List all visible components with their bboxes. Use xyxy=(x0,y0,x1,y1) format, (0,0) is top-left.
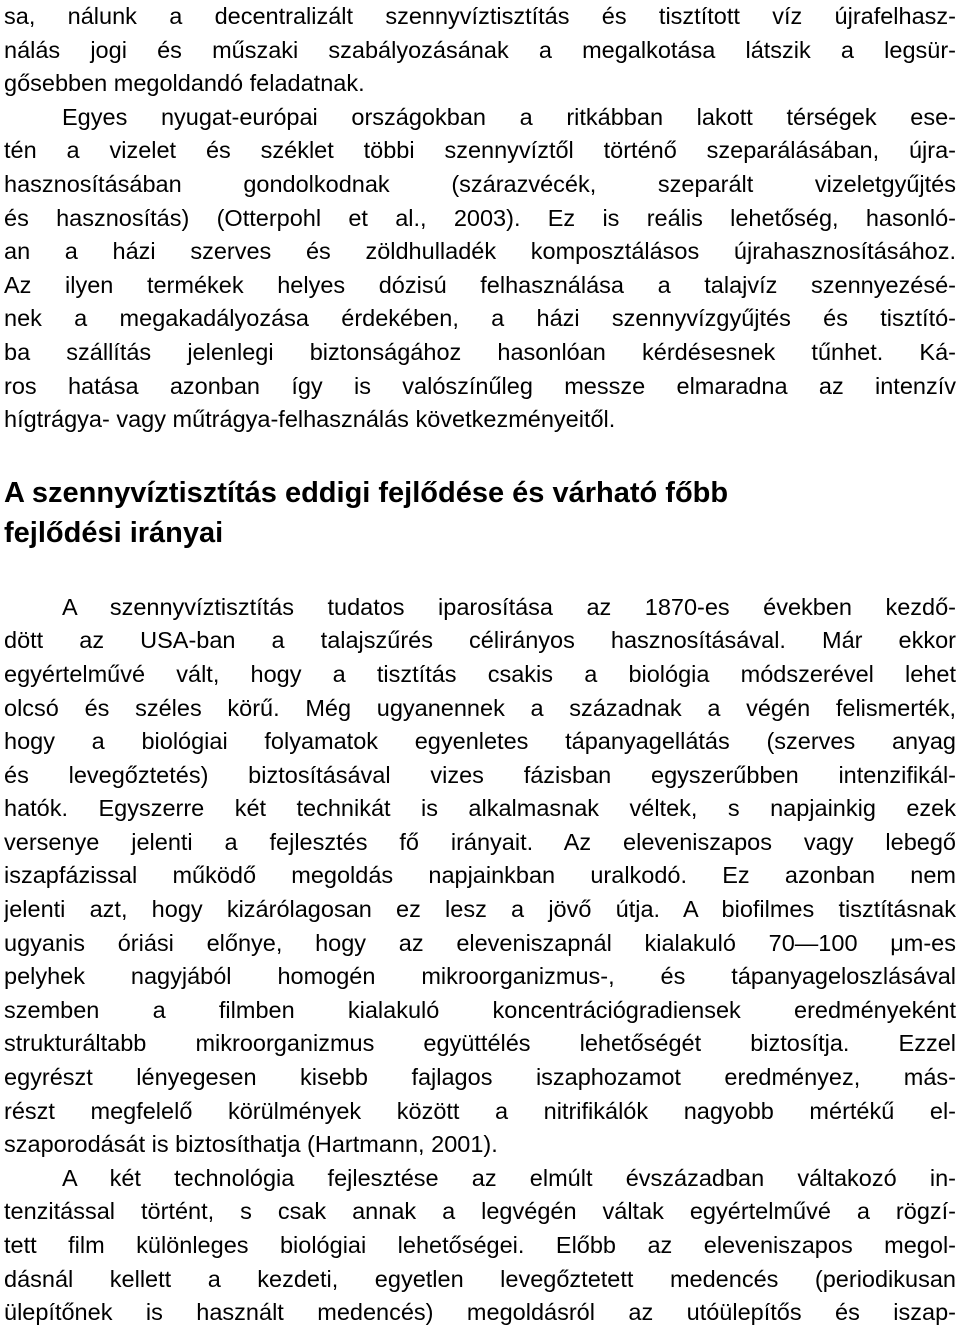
text-line: jelenti azt, hogy kizárólagosan ez lesz a jövő útja. A biofilmes tisztításnak xyxy=(4,896,956,923)
text-line: pelyhek nagyjából homogén mikroorganizmus-, és tápanyageloszlásával xyxy=(4,963,956,990)
text-line: ros hatása azonban így is valószínűleg messze elmaradna az intenzív xyxy=(4,372,956,399)
text-line: hogy a biológiai folyamatok egyenletes tápanyagellátás (szerves anyag xyxy=(4,728,956,755)
text-line: tett film különleges biológiai lehetőségei. Előbb az eleveniszapos megol- xyxy=(4,1232,956,1258)
text-line: nek a megakadályozása érdekében, a házi szennyvízgyűjtés és tisztító- xyxy=(4,305,956,332)
text-line: és levegőztetés) biztosításával vizes fázisban egyszerűbben intenzifikál- xyxy=(4,761,956,788)
paragraph-separation-toilets xyxy=(4,101,956,437)
text-line: Az ilyen termékek helyes dózisú felhasználása a talajvíz szennyezésé- xyxy=(4,271,956,298)
paragraph-continuation xyxy=(4,0,956,101)
text-line: nálás jogi és műszaki szabályozásának a megalkotása látszik a legsür- xyxy=(4,36,956,63)
text-line: Egyes nyugat-európai országokban a ritkábban lakott térségek ese- xyxy=(62,103,956,130)
heading-line: fejlődési irányai xyxy=(4,516,224,549)
paragraph-technology-development xyxy=(4,1162,956,1330)
text-line: és hasznosítás) (Otterpohl et al., 2003). Ez is reális lehetőség, hasonló- xyxy=(4,204,956,231)
text-line: tén a vizelet és széklet többi szennyvíztől történő szeparálásában, újra- xyxy=(4,137,956,164)
text-line: hígtrágya- vagy műtrágya-felhasználás következményeitől. xyxy=(4,406,616,433)
text-line: iszapfázissal működő megoldás napjainkban uralkodó. Ez azonban nem xyxy=(4,862,956,889)
paragraph-history xyxy=(4,591,956,1162)
text-line: sa, nálunk a decentralizált szennyvíztisztítás és tisztított víz újrafelhasz- xyxy=(4,3,956,29)
text-line: hatók. Egyszerre két technikát is alkalmasnak véltek, s napjainkig ezek xyxy=(4,795,956,822)
text-line: egyértelművé vált, hogy a tisztítás csakis a biológia módszerével lehet xyxy=(4,660,956,687)
text-line: A két technológia fejlesztése az elmúlt évszázadban váltakozó in- xyxy=(62,1164,956,1191)
text-line: ugyanis óriási előnye, hogy az eleveniszapnál kialakuló 70—100 μm-es xyxy=(4,929,956,956)
text-line: dásnál kellett a kezdeti, egyetlen levegőztetett medencés (periodikusan xyxy=(4,1265,956,1292)
text-line: hasznosításában gondolkodnak (szárazvécék, szeparált vizeletgyűjtés xyxy=(4,170,956,197)
text-line: egyrészt lényegesen kisebb fajlagos iszaphozamot eredményez, más- xyxy=(4,1064,956,1091)
text-line: szemben a filmben kialakuló koncentrációgradiensek eredményeként xyxy=(4,996,956,1023)
text-line: strukturáltabb mikroorganizmus együttélés lehetőségét biztosítja. Ezzel xyxy=(4,1030,956,1057)
text-line: ülepítőnek is használt medencés) megoldásról az utóülepítős és iszap- xyxy=(4,1299,956,1326)
text-line: ba szállítás jelenlegi biztonságához hasonlóan kérdésesnek tűnhet. Ká- xyxy=(4,338,956,365)
text-line: gősebben megoldandó feladatnak. xyxy=(4,70,365,97)
text-line: versenye jelenti a fejlesztés fő irányait. Az eleveniszapos vagy lebegő xyxy=(4,828,956,855)
heading-line: A szennyvíztisztítás eddigi fejlődése és várható főbb xyxy=(4,476,729,509)
text-line: dött az USA-ban a talajszűrés célirányos hasznosításával. Már ekkor xyxy=(4,627,956,654)
section-heading xyxy=(4,473,956,553)
text-line: részt megfelelő körülmények között a nitrifikálók nagyobb mértékű el- xyxy=(4,1097,956,1124)
text-line: szaporodását is biztosíthatja (Hartmann, 2001). xyxy=(4,1131,498,1158)
text-line: tenzitással történt, s csak annak a legvégén váltak egyértelművé a rögzí- xyxy=(4,1198,956,1225)
document-page xyxy=(4,0,956,1330)
text-line: olcsó és széles körű. Még ugyanennek a századnak a végén felismerték, xyxy=(4,694,956,721)
text-line: an a házi szerves és zöldhulladék komposztálásos újrahasznosításához. xyxy=(4,238,956,265)
text-line: A szennyvíztisztítás tudatos iparosítása az 1870-es években kezdő- xyxy=(62,593,956,620)
